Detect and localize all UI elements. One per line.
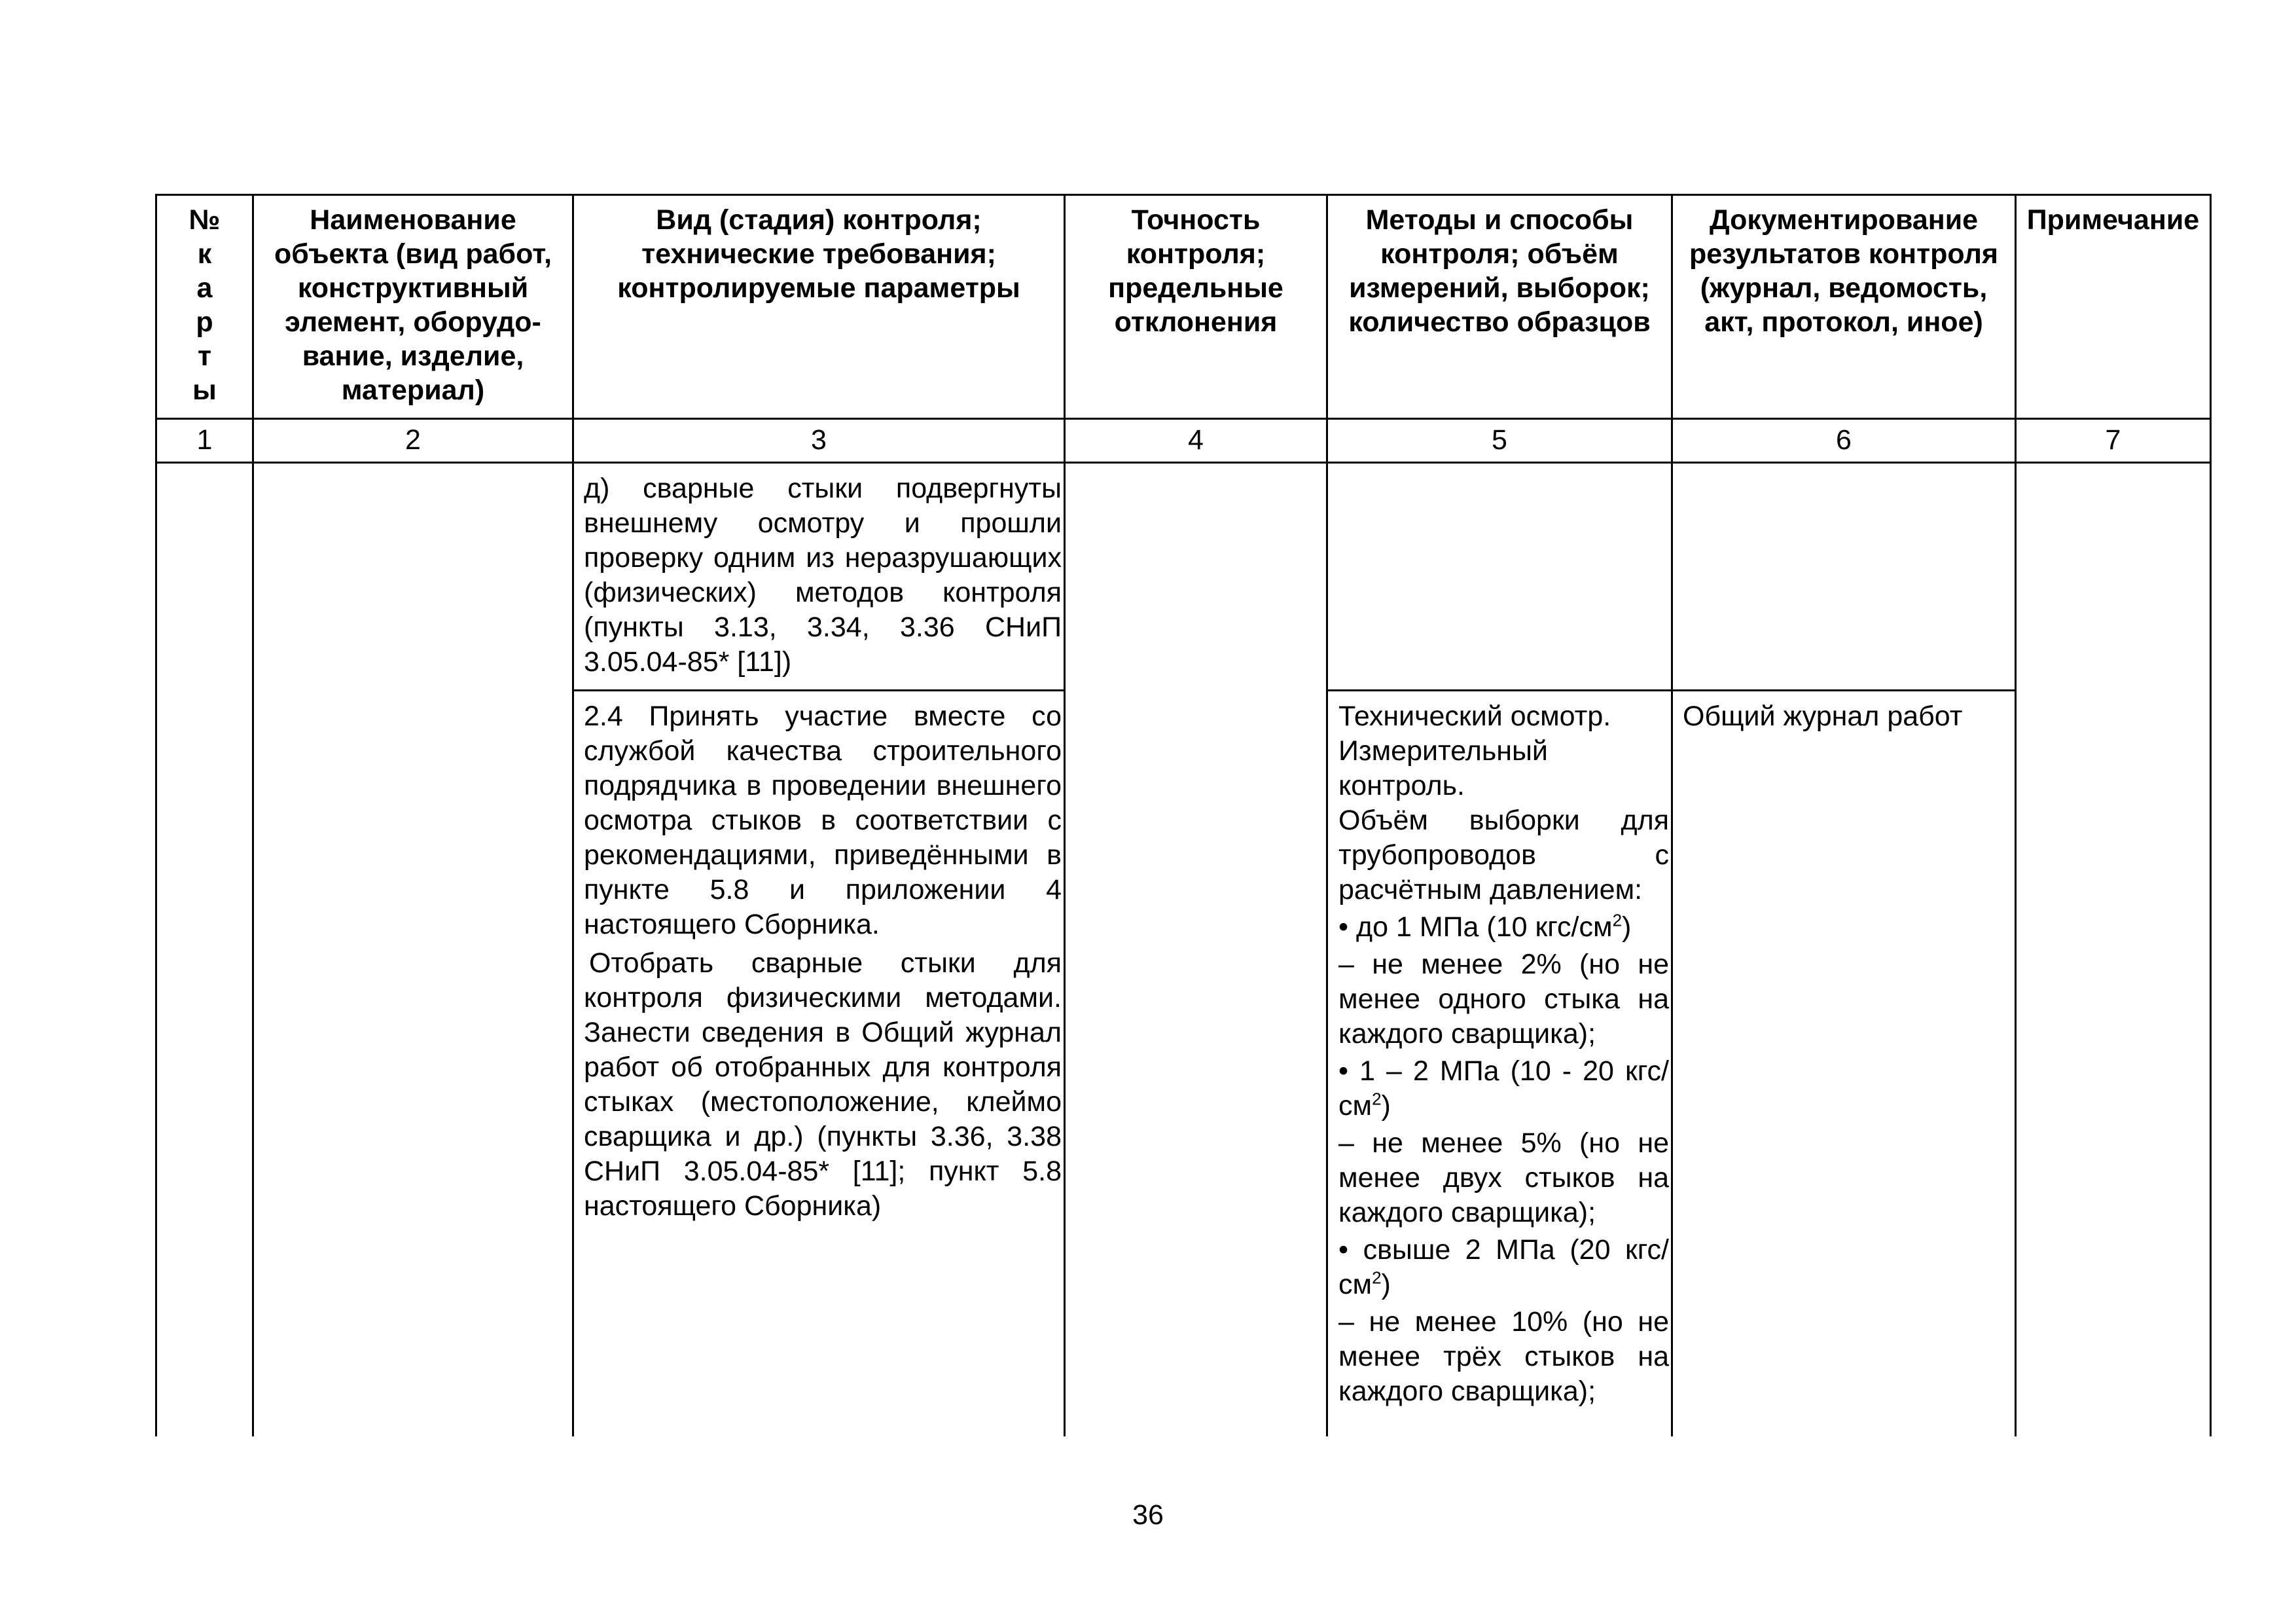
header-documentation bbox=[1673, 203, 2015, 339]
header-line: количество образцов bbox=[1348, 306, 1651, 338]
header-line: элемент, оборудо- bbox=[285, 306, 541, 338]
method-line: Измерительный контроль. bbox=[1338, 735, 1548, 801]
table-border-top bbox=[155, 194, 2212, 196]
header-line: объекта (вид работ, bbox=[274, 238, 552, 270]
pressure-range-text: • до 1 МПа (10 кгс/см bbox=[1338, 911, 1613, 943]
header-letter: ы bbox=[192, 374, 217, 406]
column-number: 7 bbox=[2105, 424, 2121, 456]
column-number: 5 bbox=[1492, 424, 1507, 456]
header-note bbox=[2017, 203, 2210, 237]
column-divider bbox=[572, 194, 574, 1436]
header-line: конструктивный bbox=[297, 272, 529, 304]
header-line: вание, изделие, bbox=[302, 340, 524, 372]
header-letter: № bbox=[188, 204, 221, 236]
method-line: Объём выборки для трубопроводов с расчётным давлением: bbox=[1338, 805, 1669, 905]
requirement-paragraph-2: Отобрать сварные стыки для контроля физическими методами. Занести сведения в Общий журнал работ об отобранных для контроля стыках (местоположение, клеймо сварщика и др.) (пункты 3.36, 3.38 СНиП 3.05.04-85* [11]; пункт 5.8 настоящего Сборника) bbox=[584, 947, 1062, 1222]
row-divider bbox=[574, 689, 1064, 691]
header-line: материал) bbox=[341, 374, 485, 406]
header-line: Документирование bbox=[1709, 204, 1979, 236]
pressure-range-text: • 1 – 2 МПа (10 - 20 кгс/см bbox=[1338, 1055, 1669, 1122]
documentation-text: Общий журнал работ bbox=[1683, 701, 1963, 732]
header-divider bbox=[155, 462, 2212, 464]
sample-requirement: – не менее 10% (но не менее трёх стыков на каждого сварщика); bbox=[1338, 1306, 1669, 1407]
table-border-right bbox=[2210, 194, 2212, 1436]
header-line: технические требования; bbox=[641, 238, 996, 270]
row2-methods bbox=[1338, 699, 1669, 1409]
row-divider bbox=[1673, 689, 2015, 691]
header-divider bbox=[155, 418, 2212, 420]
header-line: Методы и способы bbox=[1365, 204, 1634, 236]
header-card-number bbox=[155, 203, 254, 407]
sample-requirement: – не менее 2% (но не менее одного стыка на каждого сварщика); bbox=[1338, 949, 1669, 1049]
header-line: (журнал, ведомость, bbox=[1700, 272, 1988, 304]
header-methods bbox=[1328, 203, 1671, 339]
row1-requirement-d bbox=[584, 471, 1062, 680]
superscript: 2 bbox=[1372, 1267, 1382, 1288]
header-line: измерений, выборок; bbox=[1349, 272, 1650, 304]
header-line: Примечание bbox=[2026, 204, 2200, 236]
column-number: 6 bbox=[1836, 424, 1852, 456]
pressure-range-1 bbox=[1338, 910, 1669, 945]
header-line: контроля; bbox=[1126, 238, 1266, 270]
pressure-range-close: ) bbox=[1622, 911, 1632, 943]
header-line: результатов контроля bbox=[1689, 238, 1999, 270]
control-table bbox=[155, 194, 2212, 1436]
superscript: 2 bbox=[1372, 1089, 1382, 1109]
pressure-range-3 bbox=[1338, 1233, 1669, 1302]
header-line: Вид (стадия) контроля; bbox=[656, 204, 982, 236]
method-line: Технический осмотр. bbox=[1338, 701, 1611, 732]
column-number: 3 bbox=[811, 424, 827, 456]
header-letter: т bbox=[197, 340, 212, 372]
header-accuracy bbox=[1066, 203, 1326, 339]
header-letter: к bbox=[197, 238, 212, 270]
page-number: 36 bbox=[1132, 1499, 1164, 1531]
requirement-paragraph-1: 2.4 Принять участие вместе со службой качества строительного подрядчика в проведении внешнего осмотра стыков в соответствии с рекомендациями, приведёнными в пункте 5.8 и приложении 4 настоящего Сборника. bbox=[584, 701, 1062, 940]
superscript: 2 bbox=[1612, 910, 1623, 930]
header-line: контролируемые параметры bbox=[617, 272, 1020, 304]
column-divider bbox=[1671, 194, 1673, 1436]
column-number: 2 bbox=[405, 424, 421, 456]
column-number: 1 bbox=[196, 424, 213, 456]
pressure-range-2 bbox=[1338, 1054, 1669, 1123]
column-divider bbox=[2015, 194, 2017, 1436]
pressure-range-text: • свыше 2 МПа (20 кгс/см bbox=[1338, 1234, 1669, 1300]
column-number: 4 bbox=[1188, 424, 1204, 456]
header-control-type bbox=[574, 203, 1064, 305]
sample-requirement: – не менее 5% (но не менее двух стыков на каждого сварщика); bbox=[1338, 1127, 1669, 1228]
header-line: Наименование bbox=[310, 204, 516, 236]
header-line: контроля; объём bbox=[1380, 238, 1619, 270]
column-divider bbox=[1064, 194, 1066, 1436]
header-line: отклонения bbox=[1114, 306, 1278, 338]
header-object-name bbox=[254, 203, 572, 407]
row2-requirement-2-4 bbox=[584, 699, 1062, 1224]
row2-documentation bbox=[1683, 699, 2013, 734]
header-line: Точность bbox=[1131, 204, 1261, 236]
header-line: предельные bbox=[1108, 272, 1283, 304]
header-line: акт, протокол, иное) bbox=[1704, 306, 1983, 338]
header-letter: р bbox=[196, 306, 213, 338]
pressure-range-close: ) bbox=[1381, 1269, 1391, 1300]
requirement-text: д) сварные стыки подвергнуты внешнему осмотру и прошли проверку одним из неразрушающих (физических) методов контроля (пункты 3.13, 3.34, 3.36 СНиП 3.05.04-85* [11]) bbox=[584, 473, 1062, 678]
header-letter: а bbox=[196, 272, 213, 304]
column-divider bbox=[1326, 194, 1328, 1436]
row-divider bbox=[1328, 689, 1671, 691]
pressure-range-close: ) bbox=[1381, 1090, 1391, 1122]
